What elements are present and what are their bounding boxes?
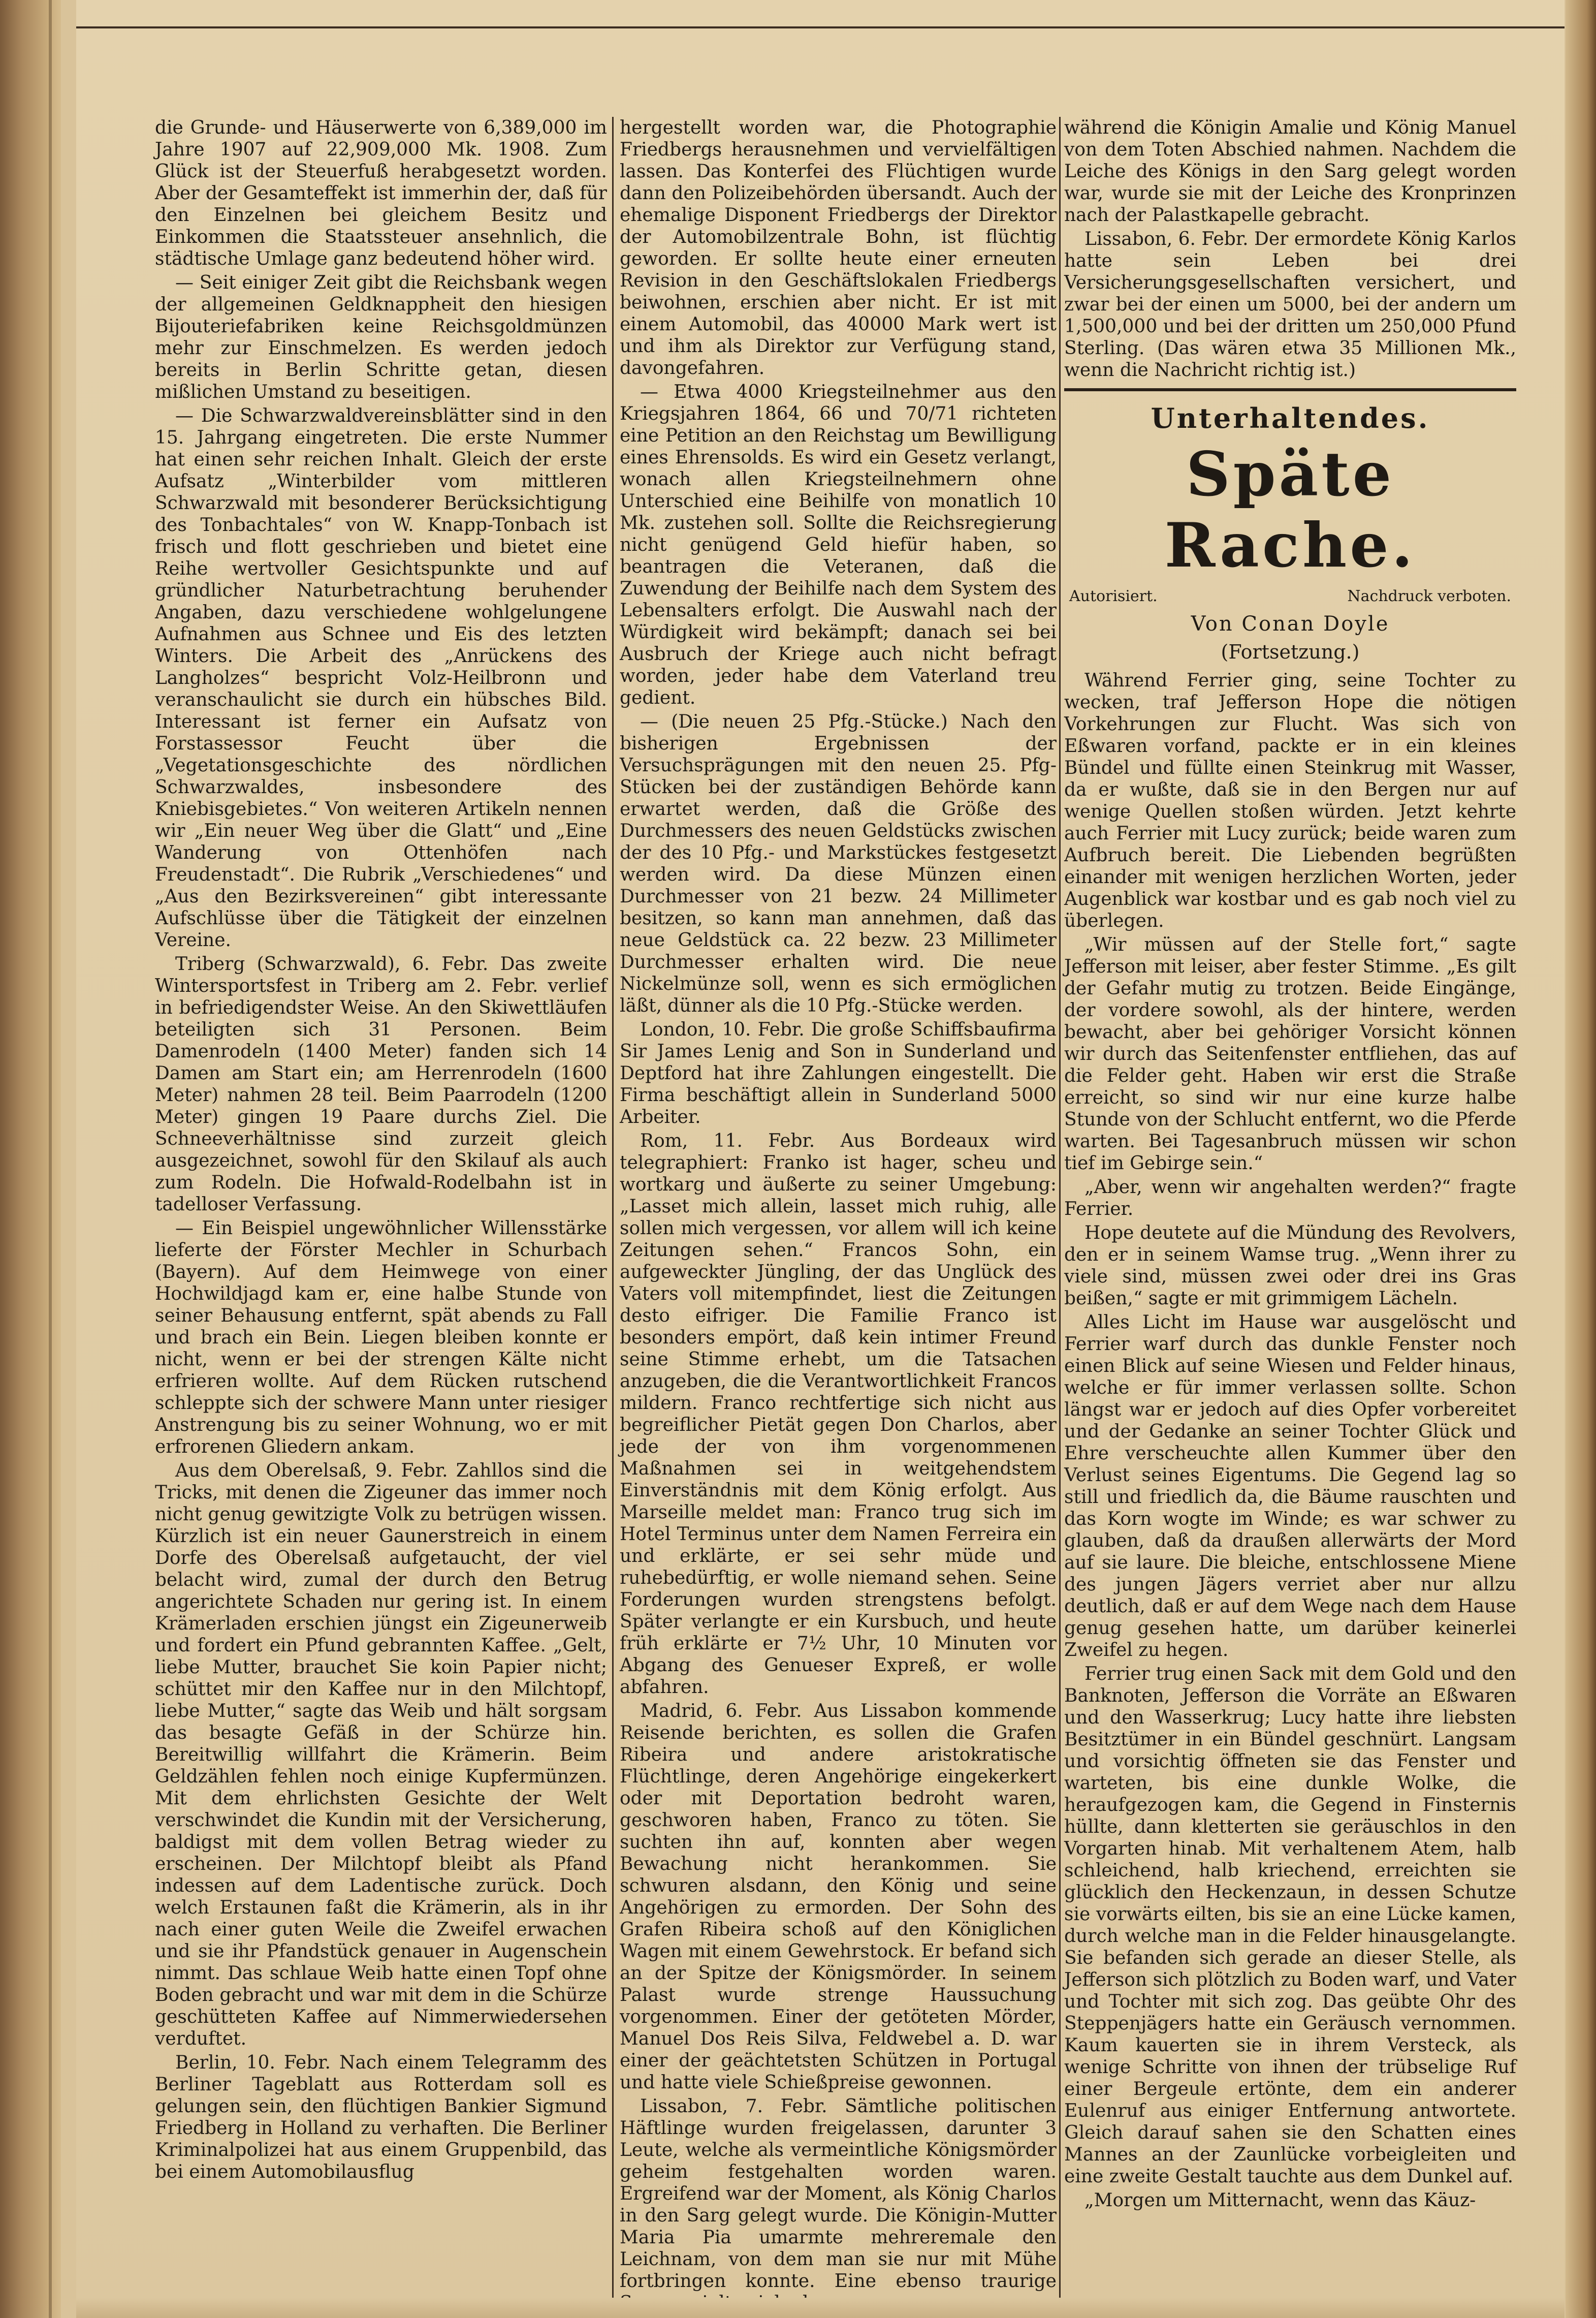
column-rule xyxy=(612,117,614,2298)
section-divider xyxy=(1064,388,1516,391)
column-rule xyxy=(1059,117,1061,2298)
story-paragraph: Hope deutete auf die Mündung des Revolvers, den er in seinem Wamse trug. „Wenn ihrer zu viele sind, müssen zwei oder drei ins Gras beißen,“ sagte er mit grimmigem Lächeln. xyxy=(1064,1223,1516,1309)
authorization-note: Autorisiert. xyxy=(1069,587,1158,605)
page-edge xyxy=(1566,0,1596,2318)
story-paragraph: „Morgen um Mitternacht, wenn das Käuz- xyxy=(1084,2190,1476,2211)
news-paragraph: Rom, 11. Febr. Aus Bordeaux wird telegraphiert: Franko ist hager, scheu und wortkarg und äußerte zu seiner Umgebung: „Lasset mich allein, lasset mich ruhig, alle sollen mich vergessen, vor allem will ich keine Zeitungen sehen.“ Francos Sohn, ein aufgeweckter Jüngling, der das Unglück des Vaters voll mitempfindet, liest die Zeitungen desto eifriger. Die Familie Franco ist besonders empört, daß kein intimer Freund seine Stimme erhebt, um die Tatsachen anzugeben, die die Verantwortlichkeit Francos mildern. Franco rechtfertige sich nicht aus begreiflicher Pietät gegen Don Charlos, aber jede der von ihm vorgenommenen Maßnahmen sei in weitgehendstem Einverständnis mit dem König erfolgt. Aus Marseille meldet man: Franco trug sich im Hotel Terminus unter dem Namen Ferreira ein und erklärte, er sei sehr müde und ruhebedürftig, er wolle niemand sehen. Seine Forderungen wurden strengstens befolgt. Später verlangte er ein Kursbuch, und heute früh erklärte er 7½ Uhr, 10 Minuten vor Abgang des Genueser Expreß, er wolle abfahren. xyxy=(620,1131,1057,1698)
news-paragraph: die Grunde- und Häuserwerte von 6,389,000 im Jahre 1907 auf 22,909,000 Mk. 1908. Zum Glück ist der Steuerfuß herabgesetzt worden. Aber der Gesamteffekt ist immerhin der, daß für den Einzelnen bei gleichem Besitz und Einkommen die Staatssteuer ansehnlich, die städtische Umlage ganz bedeutend höher wird. xyxy=(155,117,607,269)
news-paragraph: — Ein Beispiel ungewöhnlicher Willensstärke lieferte der Förster Mechler in Schurbach (Bayern). Auf dem Heimwege von einer Hochwildjagd kam er, eine halbe Stunde von seiner Behausung entfernt, spät abends zu Fall und brach ein Bein. Liegen bleiben konnte er nicht, wenn er bei der strengen Kälte nicht erfrieren wollte. Auf dem Rücken rutschend schleppte sich der schwere Mann unter riesiger Anstrengung bis zu seiner Wohnung, wo er mit erfrorenen Gliedern ankam. xyxy=(155,1218,607,1457)
story-paragraph: Ferrier trug einen Sack mit dem Gold und den Banknoten, Jefferson die Vorräte an Eßwaren und den Wasserkrug; Lucy hatte ihre liebsten Besitztümer in ein Bündel geschnürt. Langsam und vorsichtig öffneten sie das Fenster und warteten, bis eine dunkle Wolke, die heraufgezogen kam, die Gegend in Finsternis hüllte, dann kletterten sie geräuschlos in den Vorgarten hinab. Mit verhaltenem Atem, halb schleichend, halb kriechend, erreichten sie glücklich den Heckenzaun, in dessen Schutze sie vorwärts eilten, bis sie an eine Lücke kamen, durch welche man in die Felder hinausgelangte. Sie befanden sich gerade an dieser Stelle, als Jefferson sich plötzlich zu Boden warf, und Vater und Tochter mit sich zog. Das geübte Ohr des Steppenjägers hatte ein Geräusch vernommen. Kaum kauerten sie in ihrem Versteck, als wenige Schritte von ihnen der trübselige Ruf einer Bergeule ertönte, dem ein anderer Eulenruf aus einiger Entfernung antwortete. Gleich darauf sahen sie den Schatten eines Mannes an der Zaunlücke vorbeigleiten und eine zweite Gestalt tauchte aus dem Dunkel auf. xyxy=(1064,1664,1516,2187)
story-title: Späte Rache. xyxy=(1164,438,1416,581)
news-paragraph: Lissabon, 6. Febr. Der ermordete König Karlos hatte sein Leben bei drei Versicherungsgesellschaften versichert, und zwar bei der einen um 5000, bei der andern um 1,500,000 und bei der dritten um 250,000 Pfund Sterling. (Das wären etwa 35 Millionen Mk., wenn die Nachricht richtig ist.) xyxy=(1064,229,1516,381)
news-paragraph: hergestellt worden war, die Photographie Friedbergs herausnehmen und vervielfältigen lassen. Das Konterfei des Flüchtigen wurde dann den Polizeibehörden übersandt. Auch der ehemalige Disponent Friedbergs der Direktor der Automobilzentrale Bohn, ist flüchtig geworden. Er sollte heute einer erneuten Revision in den Geschäftslokalen Friedbergs beiwohnen, erschien aber nicht. Er ist mit einem Automobil, das 40000 Mark wert ist und ihm als Direktor zur Verfügung stand, davongefahren. xyxy=(620,117,1057,379)
news-paragraph: Triberg (Schwarzwald), 6. Febr. Das zweite Wintersportsfest in Triberg am 2. Febr. verlief in befriedigendster Weise. An den Skiwettläufen beteiligten sich 31 Personen. Beim Damenrodeln (1400 Meter) fanden sich 14 Damen am Start ein; am Herrenrodeln (1600 Meter) nahmen 28 teil. Beim Paarrodeln (1200 Meter) gingen 19 Paare durchs Ziel. Die Schneeverhältnisse sind zurzeit gleich ausgezeichnet, sowohl für den Skilauf als auch zum Rodeln. Die Hofwald-Rodelbahn ist in tadelloser Verfassung. xyxy=(155,954,607,1215)
page-bottom-edge xyxy=(76,2298,1565,2318)
news-paragraph: — Seit einiger Zeit gibt die Reichsbank wegen der allgemeinen Geldknappheit den hiesigen Bijouteriefabriken keine Reichsgoldmünzen mehr zur Einschmelzen. Es werden jedoch bereits in Berlin Schritte getan, diesen mißlichen Umstand zu beseitigen. xyxy=(155,272,607,402)
story-author: Von Conan Doyle xyxy=(1191,612,1390,636)
section-heading: Unterhaltendes. xyxy=(1151,402,1430,434)
news-paragraph: Madrid, 6. Febr. Aus Lissabon kommende Reisende berichten, es sollen die Grafen Ribeira und andere aristokratische Flüchtlinge, deren Angehörige eingekerkert oder mit Deportation bedroht waren, geschworen haben, Franco zu töten. Sie suchten ihn auf, konnten aber wegen Bewachung nicht herankommen. Sie schwuren alsdann, den König und seine Angehörigen zu ermorden. Der Sohn des Grafen Ribeira schoß auf den Königlichen Wagen mit einem Gewehrstock. Er befand sich an der Spitze der Königsmörder. In seinem Palast wurde strenge Haussuchung vorgenommen. Einer der getöteten Mörder, Manuel Dos Reis Silva, Feldwebel a. D. war einer der geächtetsten Schützen in Portugal und hatte viele Schießpreise gewonnen. xyxy=(620,1701,1057,2093)
news-paragraph: während die Königin Amalie und König Manuel von dem Toten Abschied nahmen. Nachdem die Leiche des Königs in den Sarg gelegt worden war, wurde sie mit der Leiche des Kronprinzen nach der Palastkapelle gebracht. xyxy=(1064,117,1516,226)
column-3 xyxy=(1064,117,1516,2298)
news-block xyxy=(1064,117,1516,381)
continuation-note: (Fortsetzung.) xyxy=(1221,641,1360,663)
news-paragraph: Lissabon, 7. Febr. Sämtliche politischen Häftlinge wurden freigelassen, darunter 3 Leute, welche als vermeintliche Königsmörder geheim festgehalten worden waren. Ergreifend war der Moment, als König Charlos in den Sarg gelegt wurde. Die Königin-Mutter Maria Pia umarmte mehreremale den Leichnam, von dem man sie nur mit Mühe fortbringen konnte. Eine ebenso traurige xyxy=(620,2096,1057,2292)
news-paragraph: — Etwa 4000 Kriegsteilnehmer aus den Kriegsjahren 1864, 66 und 70/71 richteten eine Petition an den Reichstag um Bewilligung eines Ehrensolds. Es wird ein Gesetz verlangt, wonach allen Kriegsteilnehmern ohne Unterschied eine Beihilfe von monatlich 10 Mk. zustehen soll. Sollte die Reichsregierung nicht genügend Geld hiefür haben, so beantragen die Veteranen, daß die Zuwendung der Beihilfe nach dem System des Lebensalters erfolgt. Die Auswahl nach der Würdigkeit wird bekämpft; danach sei bei Ausbruch der Kriege auch nicht befragt worden, jeder habe dem Vaterland treu gedient. xyxy=(620,382,1057,708)
news-paragraph: Berlin, 10. Febr. Nach einem Telegramm des Berliner Tageblatt aus Rotterdam soll es gelungen sein, den flüchtigen Bankier Sigmund Friedberg in Holland zu verhaften. Die Berliner Kriminalpolizei hat aus einem Gruppenbild, das bei einem Automobilausflug xyxy=(155,2052,607,2182)
story-paragraph: „Aber, wenn wir angehalten werden?“ fragte Ferrier. xyxy=(1064,1177,1516,1219)
news-paragraph: London, 10. Febr. Die große Schiffsbaufirma Sir James Lenig and Son in Sunderland und Deptford hat ihre Zahlungen eingestellt. Die Firma beschäftigt allein in Sunderland 5000 Arbeiter. xyxy=(620,1019,1057,1127)
news-paragraph: — (Die neuen 25 Pfg.-Stücke.) Nach den bisherigen Ergebnissen der Versuchsprägungen mit den neuen 25. Pfg-Stücken bei der zuständigen Behörde kann erwartet werden, daß die Größe des Durchmessers des neuen Geldstücks zwischen der des 10 Pfg.- und Markstückes festgesetzt werden wird. Da diese Münzen einen Durchmesser von 21 bezw. 24 Millimeter besitzen, so kann man annehmen, daß das neue Geldstück ca. 22 bezw. 23 Millimeter Durchmesser erhalten wird. Die neue Nickelmünze soll, wenn es sich ermöglichen läßt, dünner als die 10 Pfg.-Stücke werden. xyxy=(620,711,1057,1016)
column-1 xyxy=(155,117,607,2298)
story-paragraph: Während Ferrier ging, seine Tochter zu wecken, traf Jefferson Hope die nötigen Vorkehrungen zur Flucht. Was sich von Eßwaren vorfand, packte er in ein kleines Bündel und füllte einen Steinkrug mit Wasser, da er wußte, daß sie in den Bergen nur auf wenige Quellen stoßen würden. Jetzt kehrte auch Ferrier mit Lucy zurück; beide waren zum Aufbruch bereit. Die Liebenden begrüßten einander mit wenigen herzlichen Worten, jeder Augenblick war kostbar und es gab noch viel zu überlegen. xyxy=(1064,670,1516,931)
book-binding xyxy=(0,0,61,2318)
column-2 xyxy=(620,117,1057,2298)
top-rule xyxy=(76,26,1565,28)
news-paragraph: Aus dem Oberelsaß, 9. Febr. Zahllos sind die Tricks, mit denen die Zigeuner das immer noch nicht genug gewitzigte Volk zu betrügen wissen. Kürzlich ist ein neuer Gaunerstreich in einem Dorfe des Oberelsaß aufgetaucht, der viel belacht wird, zumal der durch den Betrug angerichtete Schaden nur gering ist. In einem Krämerladen erschien jüngst ein Zigeunerweib und fordert ein Pfund gebrannten Kaffee. „Gelt, liebe Mutter, brauchet Sie koin Papier nicht; schüttet mir den Kaffee nur in den Milchtopf, liebe Mutter,“ sagte das Weib und hält sorgsam das besagte Gefäß in der Schürze hin. Bereitwillig willfahrt die Krämerin. Beim Geldzählen fehlen noch einige Kupfermünzen. Mit dem ehrlichsten Gesichte der Welt verschwindet die Kundin mit der Versicherung, baldigst mit dem vollen Betrag wieder zu erscheinen. Der Milchtopf bleibt als Pfand indessen auf dem Ladentische zurück. Doch welch Erstaunen faßt die Krämerin, als in ihr nach einer guten Weile die Zweifel erwachen und sie ihr Pfandstück genauer in Augenschein nimmt. Das schlaue Weib hatte einen Topf ohne Boden gebracht und war mit dem in die Schürze geschütteten Kaffee auf Nimmerwiedersehen verduftet. xyxy=(155,1460,607,2049)
story-paragraph: „Wir müssen auf der Stelle fort,“ sagte Jefferson mit leiser, aber fester Stimme. „Es gilt der Gefahr mutig zu trotzen. Beide Eingänge, der vordere sowohl, als der hintere, werden bewacht, aber bei gehöriger Vorsicht können wir durch das Seitenfenster entfliehen, das auf die Felder geht. Haben wir erst die Straße erreicht, so sind wir nur eine kurze halbe Stunde von der Schlucht entfernt, wo die Pferde warten. Bei Tagesanbruch müssen wir schon tief im Gebirge sein.“ xyxy=(1064,934,1516,1174)
story-paragraph: Alles Licht im Hause war ausgelöscht und Ferrier warf durch das dunkle Fenster noch einen Blick auf seine Wiesen und Felder hinaus, welche er für immer verlassen sollte. Schon längst war er jedoch auf dies Opfer vorbereitet und der Gedanke an seiner Tochter Glück und Ehre verscheuchte allen Kummer über den Verlust seines Eigentums. Die Gegend lag so still und friedlich da, die Bäume rauschten und das Korn wogte im Winde; es war schwer zu glauben, daß da draußen allerwärts der Mord auf sie laure. Die bleiche, entschlossene Miene des jungen Jägers verriet aber nur allzu deutlich, daß er auf dem Wege nach dem Hause genug gesehen hatte, um darüber keinerlei Zweifel zu hegen. xyxy=(1064,1312,1516,1661)
news-paragraph: — Die Schwarzwaldvereinsblätter sind in den 15. Jahrgang eingetreten. Die erste Nummer hat einen sehr reichen Inhalt. Gleich der erste Aufsatz „Winterbilder vom mittleren Schwarzwald mit besonderer Berücksichtigung des Tonbachtales“ von W. Knapp-Tonbach ist frisch und flott geschrieben und bietet eine Reihe wertvoller Gesichtspunkte und auf gründlicher Naturbetrachtung beruhender Angaben, dazu verschiedene wohlgelungene Aufnahmen aus Schnee und Eis des letzten Winters. Die Arbeit des „Anrückens des Langholzes“ bespricht Volz-Heilbronn und veranschaulicht sie durch ein hübsches Bild. Interessant ist ferner ein Aufsatz von Forstassessor Feucht über die „Vegetationsgeschichte des nördlichen Schwarzwaldes, insbesondere des Kniebisgebietes.“ Von weiteren Artikeln nennen wir „Ein neuer Weg über die Glatt“ und „Eine Wanderung von Ottenhöfen nach Freudenstadt“. Die Rubrik „Verschiedenes“ und „Aus den Bezirksvereinen“ gibt interessante Aufschlüsse über die Tätigkeit der einzelnen Vereine. xyxy=(155,405,607,951)
reprint-note: Nachdruck verboten. xyxy=(1347,587,1511,605)
story-meta xyxy=(1069,586,1511,607)
